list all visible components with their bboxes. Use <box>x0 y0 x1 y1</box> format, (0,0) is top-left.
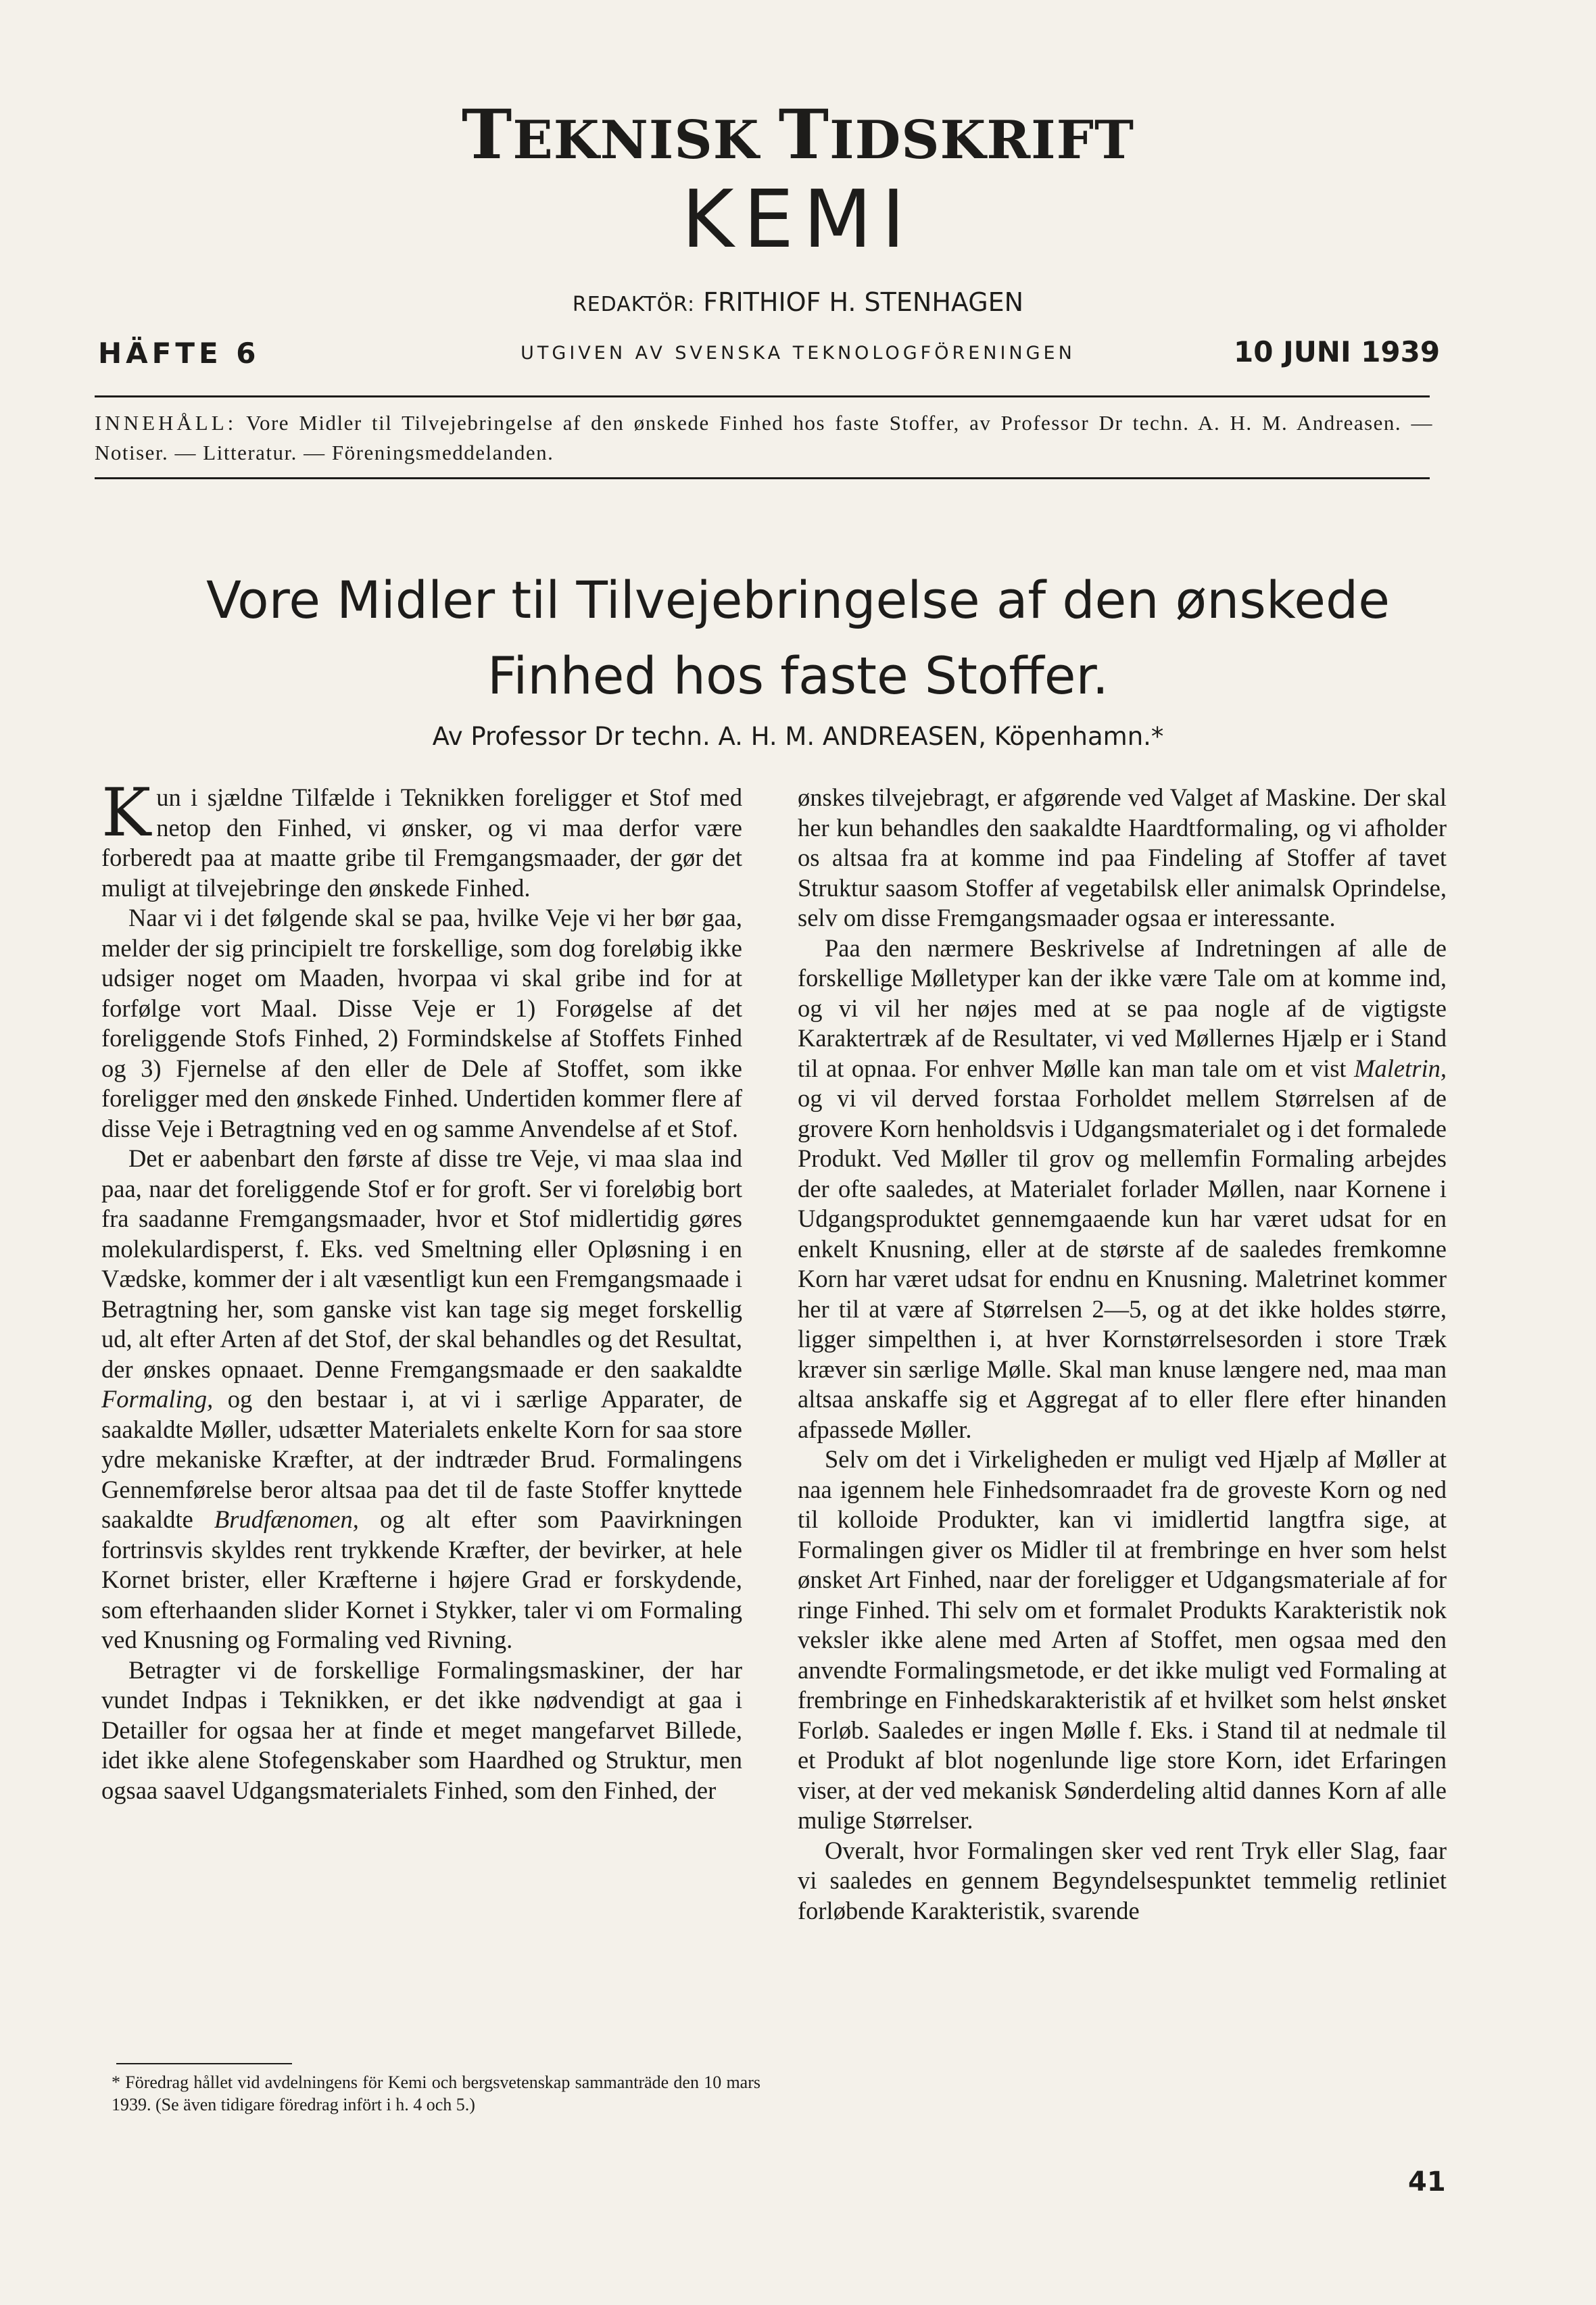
paragraph: Naar vi i det følgende skal se paa, hvilke Veje vi her bør gaa, melder der sig principielt tre forskellige, som dog foreløbig ikke udsiger noget om Maaden, hvorpaa vi skal gribe ind for at forfølge vort Maal. Disse Veje er 1) Forøgelse af det foreliggende Stofs Finhed, 2) Formindskelse af Stoffets Finhed og 3) Fjernelse af den eller de Dele af Stoffet, som ikke foreligger med den ønskede Finhed. Undertiden kommer flere af disse Veje i Betragtning ved en og samme Anvendelse af et Stof. <box>101 904 742 1142</box>
footnote-rule <box>116 2063 292 2064</box>
editor-name: FRITHIOF H. STENHAGEN <box>703 287 1024 317</box>
paragraph: ønskes tilvejebragt, er afgørende ved Valget af Maskine. Der skal her kun behandles den saakaldte Haardtformaling, og vi afholder os altsaa fra at komme ind paa Findeling af Stoffer af tavet Struktur saasom Stoffer af vegetabilsk eller animalsk Oprindelse, selv om disse Fremgangsmaader ogsaa er interessante. <box>798 783 1447 931</box>
issue-date: 10 JUNI 1939 <box>1234 335 1441 368</box>
paragraph-text: un i sjældne Tilfælde i Teknikken foreligger et Stof med netop den Finhed, vi ønsker, og vi maa derfor være forberedt paa at maatte gribe til Fremgangsmaader, der gør det muligt at tilvejebringe den ønskede Finhed. <box>101 783 742 902</box>
paragraph-text: og den bestaar i, at vi i særlige Apparater, de saakaldte Møller, udsætter Materialets enkelte Korn for saa store ydre mekaniske Kræfter, at der indtræder Brud. Formalingens Gennemførelse beror altsaa paa det til de faste Stoffer knyttede saakaldte <box>101 1385 742 1533</box>
issue-number: HÄFTE 6 <box>98 337 260 370</box>
article-byline: Av Professor Dr techn. A. H. M. ANDREASEN, Köpenhamn.* <box>432 722 1164 751</box>
journal-title <box>0 95 1596 174</box>
paragraph <box>798 933 1447 1445</box>
publisher-line: UTGIVEN AV SVENSKA TEKNOLOGFÖRENINGEN <box>521 343 1075 364</box>
right-column <box>798 783 1447 1926</box>
journal-initial-1: T <box>461 95 513 174</box>
article-title-line-1: Vore Midler til Tilvejebringelse af den ønskede <box>206 570 1390 630</box>
section-title: KEMI <box>681 172 915 266</box>
footnote: * Föredrag hållet vid avdelningens för Kemi och bergsvetenskap sammanträde den 10 mars 1939. (Se även tidigare föredrag infört i h. 4 och 5.) <box>112 2072 760 2114</box>
emphasis-term: Formaling, <box>101 1385 214 1413</box>
contents-label: INNEHÅLL: <box>95 411 237 435</box>
contents-top-rule <box>95 395 1430 397</box>
journal-word-1: EKNISK <box>512 110 760 171</box>
table-of-contents <box>95 408 1433 468</box>
drop-cap: K <box>101 775 151 852</box>
emphasis-term: Maletrin, <box>1354 1054 1447 1082</box>
page-number: 41 <box>1408 2166 1446 2198</box>
contents-bottom-rule <box>95 477 1430 479</box>
editor-line <box>0 287 1596 317</box>
emphasis-term: Brudfænomen, <box>214 1505 359 1533</box>
journal-word-2: IDSKRIFT <box>829 110 1135 171</box>
paragraph: Overalt, hvor Formalingen sker ved rent Tryk eller Slag, faar vi saaledes en gennem Begyndelsespunktet temmelig retliniet forløbende Karakteristik, svarende <box>798 1836 1447 1924</box>
paragraph <box>101 1144 742 1655</box>
paragraph: Betragter vi de forskellige Formalingsmaskiner, der har vundet Indpas i Teknikken, er det ikke nødvendigt at gaa i Detailler for ogsaa her at finde et meget mangefarvet Billede, idet ikke alene Stofegenskaber som Haardhed og Struktur, men ogsaa saavel Udgangsmaterialets Finhed, som den Finhed, der <box>101 1655 742 1804</box>
contents-text: Vore Midler til Tilvejebringelse af den ønskede Finhed hos faste Stoffer, av Professor Dr techn. A. H. M. Andreasen. — Notiser. — Litteratur. — Föreningsmeddelanden. <box>95 411 1433 464</box>
article-title <box>0 562 1596 714</box>
paragraph-text: og alt efter som Paavirkningen fortrinsvis skyldes rent trykkende Kræfter, der bevirker, at hele Kornet brister, eller Kræfterne i højere Grad er forskydende, som efterhaanden slider Kornet i Stykker, taler vi om Formaling ved Knusning og Formaling ved Rivning. <box>101 1505 742 1653</box>
left-column <box>101 775 742 1805</box>
paragraph: Selv om det i Virkeligheden er muligt ved Hjælp af Møller at naa igennem hele Finhedsomraadet fra de groveste Korn og ned til kolloide Produkter, kan vi imidlertid langtfra sige, at Formalingen giver os Midler til at frembringe en hver som helst ønsket Art Finhed, naar der foreligger et Udgangsmateriale af for ringe Finhed. Thi selv om et formalet Produkts Karakteristik nok veksler ikke alene med Arten af Stoffet, men ogsaa med den anvendte Formalingsmetode, er det ikke muligt ved Formaling at frembringe en Finhedskarakteristik af et hvilket som helst ønsket Forløb. Saaledes er ingen Mølle f. Eks. i Stand til at nedmale til et Produkt af blot nogenlunde lige store Korn, idet Erfaringen viser, at der ved mekanisk Sønderdeling altid dannes Korn af alle mulige Størrelser. <box>798 1445 1447 1834</box>
journal-initial-2: T <box>778 95 830 174</box>
paragraph-text: Paa den nærmere Beskrivelse af Indretningen af alle de forskellige Mølletyper kan der ikke være Tale om at komme ind, og vi vil her nøjes med at se paa nogle af de vigtigste Karaktertræk af de Resultater, vi ved Møllernes Hjælp er i Stand til at opnaa. For enhver Mølle kan man tale om et vist <box>798 933 1447 1082</box>
editor-label: REDAKTÖR: <box>572 293 696 316</box>
article-title-line-2: Finhed hos faste Stoffer. <box>487 646 1109 706</box>
paragraph-text: og vi vil derved forstaa Forholdet mellem Størrelsen af de grovere Korn henholdsvis i Udgangsmaterialet og i det formalede Produkt. Ved Møller til grov og mellemfin Formaling arbejdes der ofte saaledes, at Materialet forlader Møllen, naar Kornene i Udgangsproduktet gennemgaaende kun har været udsat for en enkelt Knusning, eller at de største af de saaledes fremkomne Korn har været udsat for endnu en Knusning. Maletrinet kommer her til at være af Størrelsen 2—5, og at det ikke holdes større, ligger simpelthen i, at hver Kornstørrelsesorden i store Træk kræver sin særlige Mølle. Skal man knuse længere ned, maa man altsaa anskaffe sig et Aggregat af to eller flere efter hinanden afpassede Møller. <box>798 1084 1447 1443</box>
paragraph <box>101 775 742 903</box>
paragraph-text: Det er aabenbart den første af disse tre Veje, vi maa slaa ind paa, naar det foreliggende Stof er for groft. Ser vi foreløbig bort fra saadanne Fremgangsmaader, hvor et Stof midlertidig gøres molekulardisperst, f. Eks. ved Smeltning eller Opløsning i en Vædske, kommer der i alt væsentligt kun een Fremgangsmaade i Betragtning her, som ganske vist kan tage sig meget forskellig ud, alt efter Arten af det Stof, der skal behandles og det Resultat, der ønskes opnaaet. Denne Fremgangsmaade er den saakaldte <box>101 1144 742 1383</box>
